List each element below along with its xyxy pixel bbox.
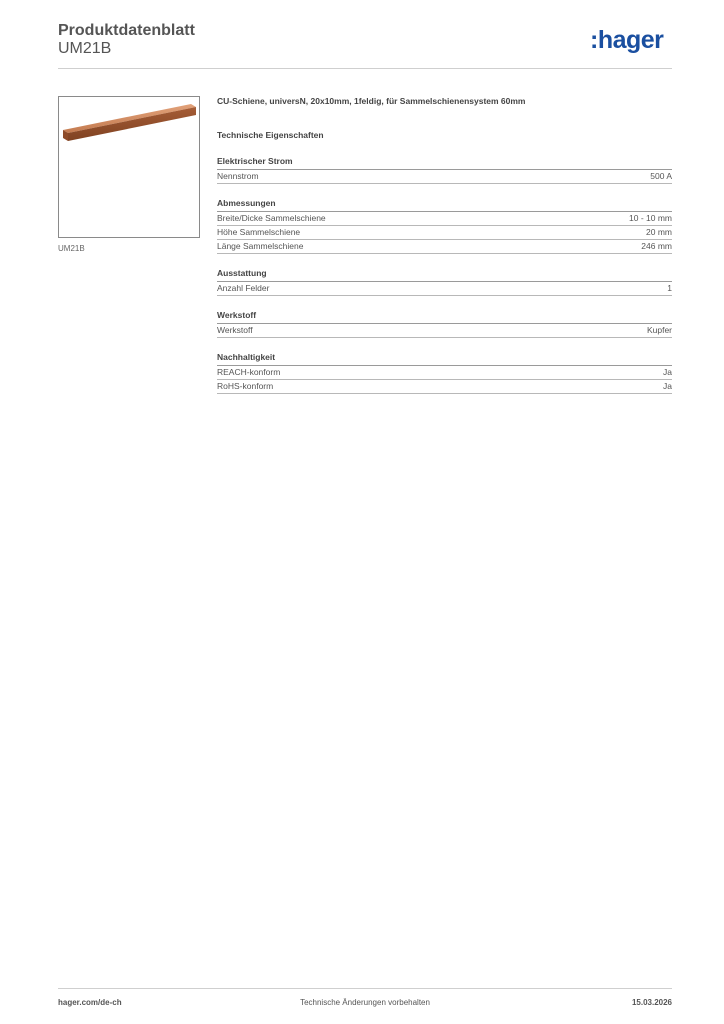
property-label: REACH-konform xyxy=(217,367,281,377)
footer-website: hager.com/de-ch xyxy=(58,998,122,1007)
property-label: Nennstrom xyxy=(217,171,259,181)
group-ausstattung xyxy=(217,268,672,296)
property-row xyxy=(217,366,672,380)
property-row xyxy=(217,212,672,226)
footer-divider xyxy=(58,988,672,989)
property-value: Ja xyxy=(663,381,672,391)
document-subtitle: UM21B xyxy=(58,40,112,57)
group-title: Elektrischer Strom xyxy=(217,156,672,170)
group-title: Ausstattung xyxy=(217,268,672,282)
group-title: Werkstoff xyxy=(217,310,672,324)
property-row xyxy=(217,380,672,394)
properties-heading: Technische Eigenschaften xyxy=(217,130,324,140)
group-nachhaltigkeit xyxy=(217,352,672,394)
document-title: Produktdatenblatt xyxy=(58,22,195,39)
property-label: Anzahl Felder xyxy=(217,283,270,293)
page-header xyxy=(58,20,672,68)
product-description: CU-Schiene, universN, 20x10mm, 1feldig, für Sammelschienensystem 60mm xyxy=(217,96,526,106)
property-label: Länge Sammelschiene xyxy=(217,241,304,251)
property-value: 500 A xyxy=(650,171,672,181)
product-details xyxy=(217,96,672,394)
property-row xyxy=(217,282,672,296)
copper-busbar-icon xyxy=(59,97,199,237)
property-value: 10 - 10 mm xyxy=(629,213,672,223)
property-label: RoHS-konform xyxy=(217,381,274,391)
group-elektrischer-strom xyxy=(217,156,672,184)
property-label: Höhe Sammelschiene xyxy=(217,227,301,237)
group-abmessungen xyxy=(217,198,672,254)
property-label: Breite/Dicke Sammelschiene xyxy=(217,213,326,223)
property-row xyxy=(217,170,672,184)
property-row xyxy=(217,240,672,254)
product-image xyxy=(58,96,200,238)
footer-date: 15.03.2026 xyxy=(631,998,672,1007)
group-title: Abmessungen xyxy=(217,198,672,212)
group-title: Nachhaltigkeit xyxy=(217,352,672,366)
property-label: Werkstoff xyxy=(217,325,253,335)
image-caption: UM21B xyxy=(58,244,85,253)
hager-logo xyxy=(590,26,672,56)
svg-text::hager: :hager xyxy=(590,26,664,54)
header-divider xyxy=(58,68,672,69)
property-value: 20 mm xyxy=(646,227,672,237)
footer-notice: Technische Änderungen vorbehalten xyxy=(300,998,430,1007)
property-value: 246 mm xyxy=(641,241,672,251)
property-value: 1 xyxy=(667,283,672,293)
property-value: Ja xyxy=(663,367,672,377)
property-row xyxy=(217,226,672,240)
property-value: Kupfer xyxy=(646,325,672,335)
group-werkstoff xyxy=(217,310,672,338)
property-row xyxy=(217,324,672,338)
